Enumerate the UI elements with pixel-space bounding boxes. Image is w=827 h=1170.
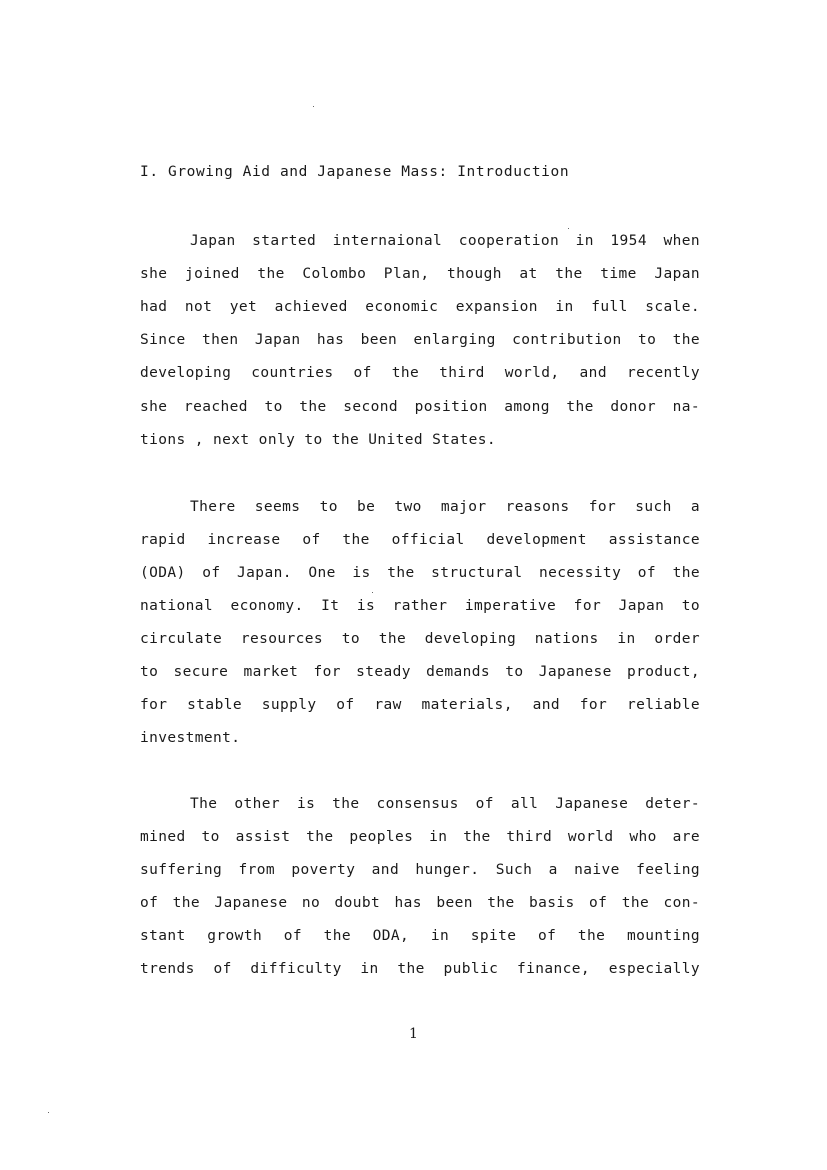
paragraph-1-line: developing countries of the third world, and recently <box>140 365 700 381</box>
paragraph-2-line: circulate resources to the developing nations in order <box>140 631 700 647</box>
scan-speck <box>313 106 314 107</box>
paragraph-3-line: trends of difficulty in the public finance, especially <box>140 961 700 977</box>
paragraph-1-line: tions , next only to the United States. <box>140 432 497 448</box>
scan-speck <box>372 592 373 593</box>
paragraph-2-line: national economy. It is rather imperative for Japan to <box>140 598 700 614</box>
paragraph-2-line: investment. <box>140 730 241 746</box>
paragraph-2-line: (ODA) of Japan. One is the structural necessity of the <box>140 565 700 581</box>
scan-speck <box>48 1112 49 1113</box>
paragraph-2-line: rapid increase of the official development assistance <box>140 532 700 548</box>
paragraph-3-line: mined to assist the peoples in the third world who are <box>140 829 700 845</box>
paragraph-1-line: she joined the Colombo Plan, though at the time Japan <box>140 266 700 282</box>
paragraph-3-line: The other is the consensus of all Japanese deter- <box>190 796 700 812</box>
paragraph-3-line: of the Japanese no doubt has been the basis of the con- <box>140 895 700 911</box>
paragraph-1-line: she reached to the second position among the donor na- <box>140 399 700 415</box>
paragraph-2-line: There seems to be two major reasons for such a <box>190 499 700 515</box>
page-number: 1 <box>409 1026 418 1042</box>
paragraph-1-line: had not yet achieved economic expansion in full scale. <box>140 299 700 315</box>
paragraph-2-line: to secure market for steady demands to Japanese product, <box>140 664 700 680</box>
paragraph-2-line: for stable supply of raw materials, and for reliable <box>140 697 700 713</box>
paragraph-3-line: suffering from poverty and hunger. Such a naive feeling <box>140 862 700 878</box>
paragraph-1-line: Since then Japan has been enlarging contribution to the <box>140 332 700 348</box>
paragraph-1-line: Japan started internaional cooperation in 1954 when <box>190 233 700 249</box>
paragraph-3-line: stant growth of the ODA, in spite of the mounting <box>140 928 700 944</box>
scan-speck <box>568 228 569 229</box>
section-heading: I. Growing Aid and Japanese Mass: Introduction <box>140 164 570 180</box>
